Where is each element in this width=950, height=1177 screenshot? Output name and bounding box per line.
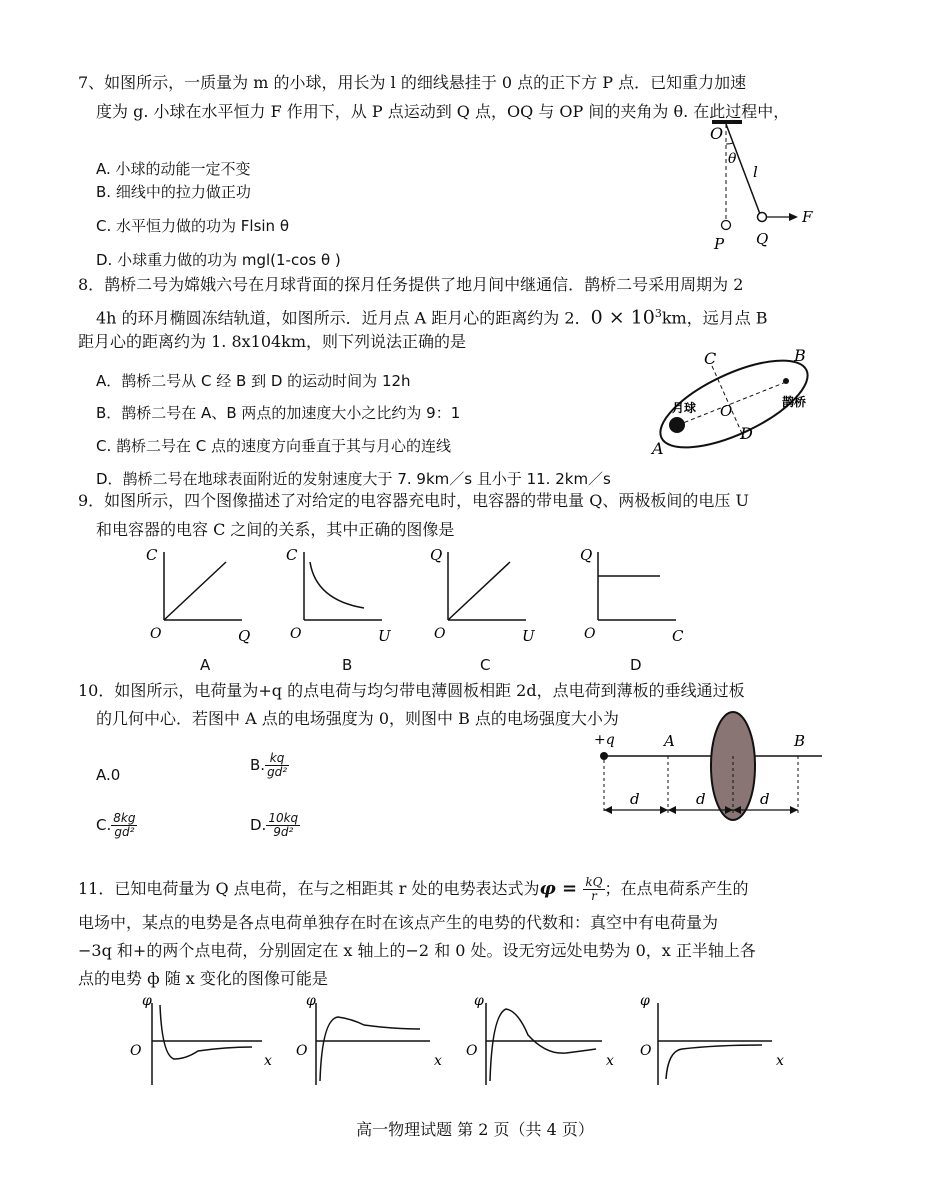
q8-label-satellite: 鹊桥 bbox=[782, 395, 807, 409]
q9d-y-label: Q bbox=[580, 546, 593, 564]
q8-option-c: C. 鹊桥二号在 C 点的速度方向垂直于其与月心的连线 bbox=[96, 437, 452, 455]
q7-pendulum-figure bbox=[700, 116, 840, 256]
q9d-origin-label: O bbox=[584, 626, 596, 642]
q9-graph-b bbox=[286, 548, 396, 643]
q10-label-d3: d bbox=[760, 790, 770, 808]
q9a-origin-label: O bbox=[150, 626, 162, 642]
q10-option-b-letter: B. bbox=[250, 756, 266, 774]
q11d-x-label: x bbox=[776, 1053, 784, 1069]
q9-graph-c bbox=[430, 548, 540, 643]
page-footer: 高一物理试题 第 2 页（共 4 页） bbox=[356, 1120, 594, 1139]
q10-label-q: +q bbox=[594, 732, 615, 748]
q9a-x-label: Q bbox=[238, 627, 251, 645]
q11-graph-a bbox=[126, 995, 276, 1090]
q8-orbit-figure bbox=[652, 344, 817, 464]
q7-stem-line1: 7、如图所示，一质量为 m 的小球，用长为 l 的细线悬挂于 0 点的正下方 P 点．已知重力加速 bbox=[78, 73, 747, 92]
q9-graph-d-label: D bbox=[630, 656, 642, 674]
q9b-origin-label: O bbox=[290, 626, 302, 642]
q11b-y-label: φ bbox=[306, 993, 316, 1009]
q11c-y-label: φ bbox=[474, 993, 484, 1009]
q9-graph-d bbox=[580, 548, 690, 643]
q9-stem-line2: 和电容器的电容 C 之间的关系，其中正确的图像是 bbox=[96, 520, 455, 539]
q11-stem-line4: 点的电势 ф 随 x 变化的图像可能是 bbox=[78, 969, 328, 988]
q10-option-b-num: kq bbox=[265, 752, 289, 766]
q11d-origin-label: O bbox=[640, 1043, 652, 1059]
q9b-y-label: C bbox=[286, 546, 298, 564]
q11a-x-label: x bbox=[264, 1053, 272, 1069]
q8-label-O: O bbox=[720, 402, 733, 420]
q9c-origin-label: O bbox=[434, 626, 446, 642]
q9-graph-a bbox=[146, 548, 256, 643]
q10-option-c-fraction bbox=[111, 812, 137, 839]
q10-option-b-den: gd² bbox=[267, 765, 288, 779]
q11c-x-label: x bbox=[606, 1053, 614, 1069]
q7-stem-line2: 度为 g. 小球在水平恒力 F 作用下，从 P 点运动到 Q 点，OQ 与 OP 间的夹角为 θ. 在此过程中， bbox=[96, 102, 790, 121]
q8-sci-number: 0 × 10 bbox=[590, 306, 655, 329]
q8-option-a: A．鹊桥二号从 C 经 B 到 D 的运动时间为 12h bbox=[96, 372, 411, 390]
q8-label-A: A bbox=[652, 439, 664, 458]
q9-graph-b-label: B bbox=[342, 656, 353, 674]
q9a-y-label: C bbox=[146, 546, 158, 564]
q8-option-b: B．鹊桥二号在 A、B 两点的加速度大小之比约为 9：1 bbox=[96, 404, 461, 422]
q10-option-d bbox=[250, 812, 300, 839]
q11b-origin-label: O bbox=[296, 1043, 308, 1059]
q9-graph-c-label: C bbox=[480, 656, 491, 674]
q7-option-a: A. 小球的动能一定不变 bbox=[96, 160, 251, 178]
q11-phi: φ = bbox=[539, 878, 584, 899]
q7-label-l: l bbox=[753, 163, 758, 181]
q11-stem-line3: −3q 和+的两个点电荷，分别固定在 x 轴上的−2 和 0 处。设无穷远处电势为 0，x 正半轴上各 bbox=[78, 941, 756, 960]
q8-label-C: C bbox=[704, 349, 717, 368]
q8-label-B: B bbox=[794, 346, 806, 365]
q7-option-b: B. 细线中的拉力做正功 bbox=[96, 183, 251, 201]
q7-label-theta: θ bbox=[728, 151, 737, 167]
q11-graph-b bbox=[294, 995, 444, 1090]
q11a-origin-label: O bbox=[130, 1043, 142, 1059]
q10-option-b bbox=[250, 752, 289, 779]
q11c-origin-label: O bbox=[466, 1043, 478, 1059]
q10-option-c bbox=[96, 812, 137, 839]
q10-option-c-den: gd² bbox=[114, 825, 135, 839]
q7-option-d: D. 小球重力做的功为 mgl(1-cos θ ) bbox=[96, 251, 341, 269]
q8-label-moon: 月球 bbox=[672, 401, 697, 415]
q8-stem-line2-part2: km，远月点 B bbox=[661, 308, 768, 328]
q8-label-D: D bbox=[740, 424, 753, 443]
q10-label-d1: d bbox=[630, 790, 640, 808]
q10-stem-line1: 10．如图所示，电荷量为+q 的点电荷与均匀带电薄圆板相距 2d，点电荷到薄板的垂线通过板 bbox=[78, 681, 745, 700]
q11-fraction-den: r bbox=[591, 889, 597, 903]
q7-label-O: O bbox=[710, 124, 724, 143]
q11d-y-label: φ bbox=[640, 993, 650, 1009]
q9b-x-label: U bbox=[378, 627, 391, 645]
q10-option-c-letter: C. bbox=[96, 816, 112, 834]
q10-label-d2: d bbox=[696, 790, 706, 808]
q9c-x-label: U bbox=[522, 627, 535, 645]
q11-stem-line1-part2: ；在点电荷系产生的 bbox=[604, 879, 749, 898]
q7-label-P: P bbox=[714, 235, 725, 253]
q9-stem-line1: 9．如图所示，四个图像描述了对给定的电容器充电时，电容器的带电量 Q、两极板间的电压 U bbox=[78, 491, 749, 510]
q10-option-d-letter: D. bbox=[250, 816, 267, 834]
q11-stem-line2: 电场中，某点的电势是各点电荷单独存在时在该点产生的电势的代数和：真空中有电荷量为 bbox=[78, 913, 719, 932]
q8-stem-line3: 距月心的距离约为 1. 8x104km，则下列说法正确的是 bbox=[78, 332, 467, 351]
q11-stem-line1 bbox=[78, 876, 749, 903]
q10-label-A: A bbox=[664, 732, 675, 750]
q8-stem-line1: 8．鹊桥二号为嫦娥六号在月球背面的探月任务提供了地月间中继通信．鹊桥二号采用周期为 2 bbox=[78, 275, 744, 294]
q10-option-b-fraction bbox=[265, 752, 289, 779]
q11-fraction-num: kQ bbox=[585, 875, 603, 889]
q7-label-Q: Q bbox=[756, 230, 769, 248]
q10-option-d-den: 9d² bbox=[273, 825, 294, 839]
q7-label-F: F bbox=[802, 208, 813, 226]
q11-graph-c bbox=[466, 995, 616, 1090]
q10-option-c-num: 8kg bbox=[113, 811, 136, 825]
q10-option-d-fraction bbox=[266, 812, 300, 839]
q9d-x-label: C bbox=[672, 627, 684, 645]
q8-option-d: D．鹊桥二号在地球表面附近的发射速度大于 7. 9km／s 且小于 11. 2km／s bbox=[96, 470, 611, 488]
q10-charge-plate-figure bbox=[592, 708, 822, 838]
q10-option-d-num: 10kq bbox=[268, 811, 299, 825]
q11-stem-line1-part1: 11．已知电荷量为 Q 点电荷，在与之相距其 r 处的电势表达式为 bbox=[78, 879, 540, 898]
q8-stem-line2-part1: 4h 的环月椭圆冻结轨道，如图所示．近月点 A 距月心的距离约为 2． bbox=[96, 308, 591, 328]
q10-stem-line2: 的几何中心．若图中 A 点的电场强度为 0，则图中 B 点的电场强度大小为 bbox=[96, 709, 619, 728]
q8-stem-line2 bbox=[96, 303, 768, 329]
q10-option-a: A.0 bbox=[96, 766, 121, 784]
q9-graph-a-label: A bbox=[200, 656, 211, 674]
q8-sci-exponent: 3 bbox=[654, 307, 662, 320]
q11b-x-label: x bbox=[434, 1053, 442, 1069]
q10-label-B: B bbox=[794, 732, 806, 750]
q9c-y-label: Q bbox=[430, 546, 443, 564]
q11-potential-fraction bbox=[583, 876, 604, 903]
q11a-y-label: φ bbox=[142, 993, 152, 1009]
q7-option-c: C. 水平恒力做的功为 Flsin θ bbox=[96, 217, 290, 235]
q11-graph-d bbox=[636, 995, 786, 1090]
